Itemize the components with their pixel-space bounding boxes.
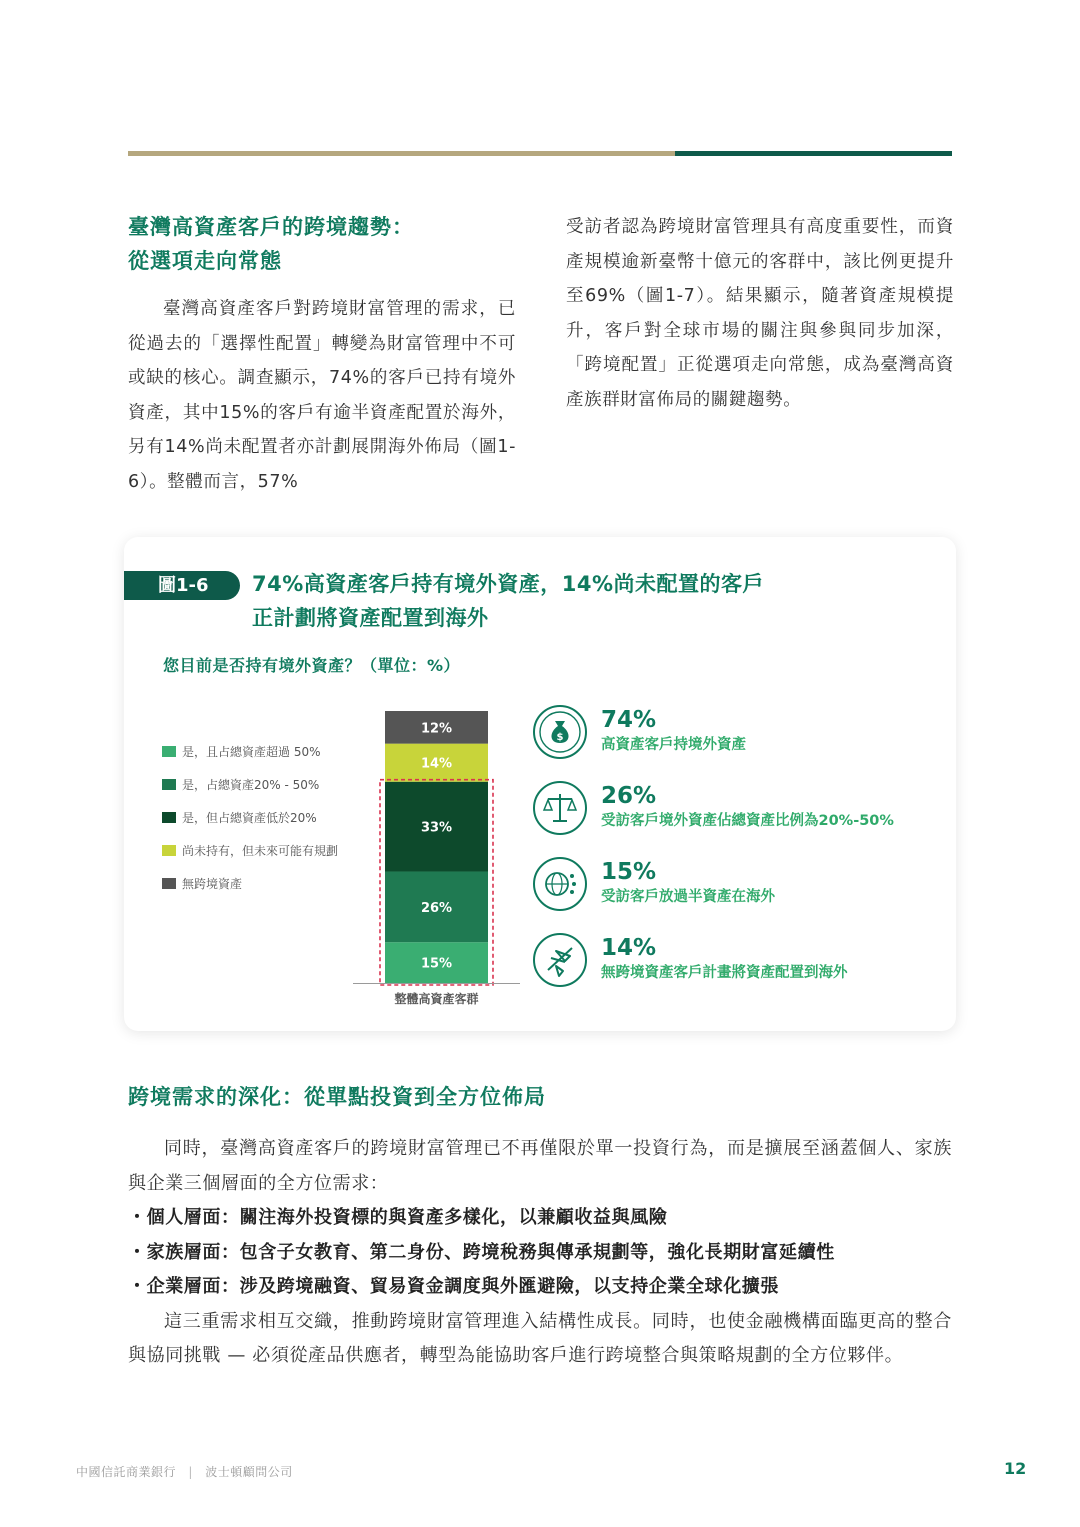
legend-label: 是，但占總資產低於20%: [182, 811, 317, 825]
left-heading-line2: 從選項走向常態: [128, 249, 282, 273]
legend-item: [162, 867, 372, 900]
stat-item-74: [532, 702, 942, 762]
stat-value: 14%: [601, 935, 657, 961]
legend-swatch: [162, 845, 176, 856]
figure-title-line1: 74%高資產客戶持有境外資產，14%尚未配置的客戶: [252, 572, 765, 596]
stacked-bar-chart: [350, 700, 530, 1010]
x-category-label: 整體高資產客群: [394, 992, 479, 1006]
svg-text:$: $: [556, 732, 564, 743]
stat-value: 74%: [601, 707, 657, 733]
left-column: [128, 210, 516, 499]
stat-desc: 高資產客戶持境外資產: [601, 737, 746, 753]
stat-value: 15%: [601, 859, 657, 885]
stat-item-15: [532, 854, 942, 914]
stat-item-26: [532, 778, 942, 838]
legend-item: [162, 834, 372, 867]
bar-data-label: 26%: [420, 900, 453, 916]
bullet-enterprise: ・企業層面：涉及跨境融資、貿易資金調度與外匯避險，以支持企業全球化擴張: [128, 1276, 779, 1297]
legend-label: 是，且占總資產超過 50%: [182, 745, 321, 759]
page-number: 12: [1004, 1459, 1027, 1478]
figure-title: [252, 567, 892, 635]
footer-org2: 波士頓顧問公司: [205, 1465, 293, 1479]
left-heading-line1: 臺灣高資產客戶的跨境趨勢：: [128, 215, 414, 239]
section-cross-border-demand: [128, 1080, 952, 1374]
top-divider-teal: [675, 151, 952, 156]
bar-data-label: 15%: [420, 956, 453, 972]
right-column: [566, 210, 954, 417]
section2-heading: 跨境需求的深化：從單點投資到全方位佈局: [128, 1085, 546, 1109]
figure-title-line2: 正計劃將資產配置到海外: [252, 606, 489, 630]
legend-label: 尚未持有，但未來可能有規劃: [182, 844, 339, 858]
stat-item-14: [532, 930, 942, 990]
airplane-icon: [532, 932, 588, 988]
figure-question: 您目前是否持有境外資產？（單位：%）: [163, 656, 461, 675]
footer-org1: 中國信託商業銀行: [76, 1465, 177, 1479]
balance-scale-icon: [532, 780, 588, 836]
legend-item: [162, 768, 372, 801]
footer-orgs: [76, 1463, 293, 1480]
left-body: 臺灣高資產客戶對跨境財富管理的需求，已從過去的「選擇性配置」轉變為財富管理中不可或缺的核心。調查顯示，74%的客戶已持有境外資產，其中15%的客戶有逾半資產配置於海外，另有14%尚未配置者亦計劃展開海外佈局（圖1-6）。整體而言，57%: [128, 299, 516, 492]
right-body: 受訪者認為跨境財富管理具有高度重要性，而資產規模逾新臺幣十億元的客群中，該比例更提升至69%（圖1-7）。結果顯示，隨著資產規模提升，客戶對全球市場的關注與參與同步加深，「跨境配置」正從選項走向常態，成為臺灣高資產族群財富佈局的關鍵趨勢。: [566, 217, 954, 410]
figure-tag: 圖1-6: [124, 571, 240, 600]
chart-legend: [162, 735, 372, 900]
legend-item: [162, 735, 372, 768]
section2-intro: 同時，臺灣高資產客戶的跨境財富管理已不再僅限於單一投資行為，而是擴展至涵蓋個人、家族與企業三個層面的全方位需求：: [128, 1138, 952, 1194]
legend-item: [162, 801, 372, 834]
stat-desc: 無跨境資產客戶計畫將資產配置到海外: [601, 965, 848, 981]
stat-desc: 受訪客戶放過半資產在海外: [601, 889, 775, 905]
bullet-family: ・家族層面：包含子女教育、第二身份、跨境稅務與傳承規劃等，強化長期財富延續性: [128, 1241, 835, 1263]
bar-data-label: 33%: [420, 820, 453, 836]
bar-data-label: 12%: [420, 721, 453, 737]
stat-desc: 受訪客戶境外資產佔總資產比例為20%-50%: [601, 813, 894, 829]
section2-conclusion: 這三重需求相互交織，推動跨境財富管理進入結構性成長。同時，也使金融機構面臨更高的整合與協同挑戰 — 必須從產品供應者，轉型為能協助客戶進行跨境整合與策略規劃的全方位夥伴。: [128, 1310, 952, 1366]
globe-network-icon: [532, 856, 588, 912]
legend-swatch: [162, 878, 176, 889]
legend-swatch: [162, 779, 176, 790]
legend-swatch: [162, 812, 176, 823]
legend-swatch: [162, 746, 176, 757]
footer-separator: |: [188, 1465, 193, 1479]
top-divider-gold: [128, 151, 675, 156]
money-bag-icon: [532, 704, 588, 760]
legend-label: 無跨境資產: [182, 877, 243, 891]
top-divider: [128, 151, 952, 156]
stat-value: 26%: [601, 783, 657, 809]
bullet-personal: ・個人層面：關注海外投資標的與資產多樣化，以兼顧收益與風險: [128, 1207, 668, 1228]
bar-data-label: 14%: [420, 756, 453, 772]
legend-label: 是，占總資產20% - 50%: [182, 778, 320, 792]
